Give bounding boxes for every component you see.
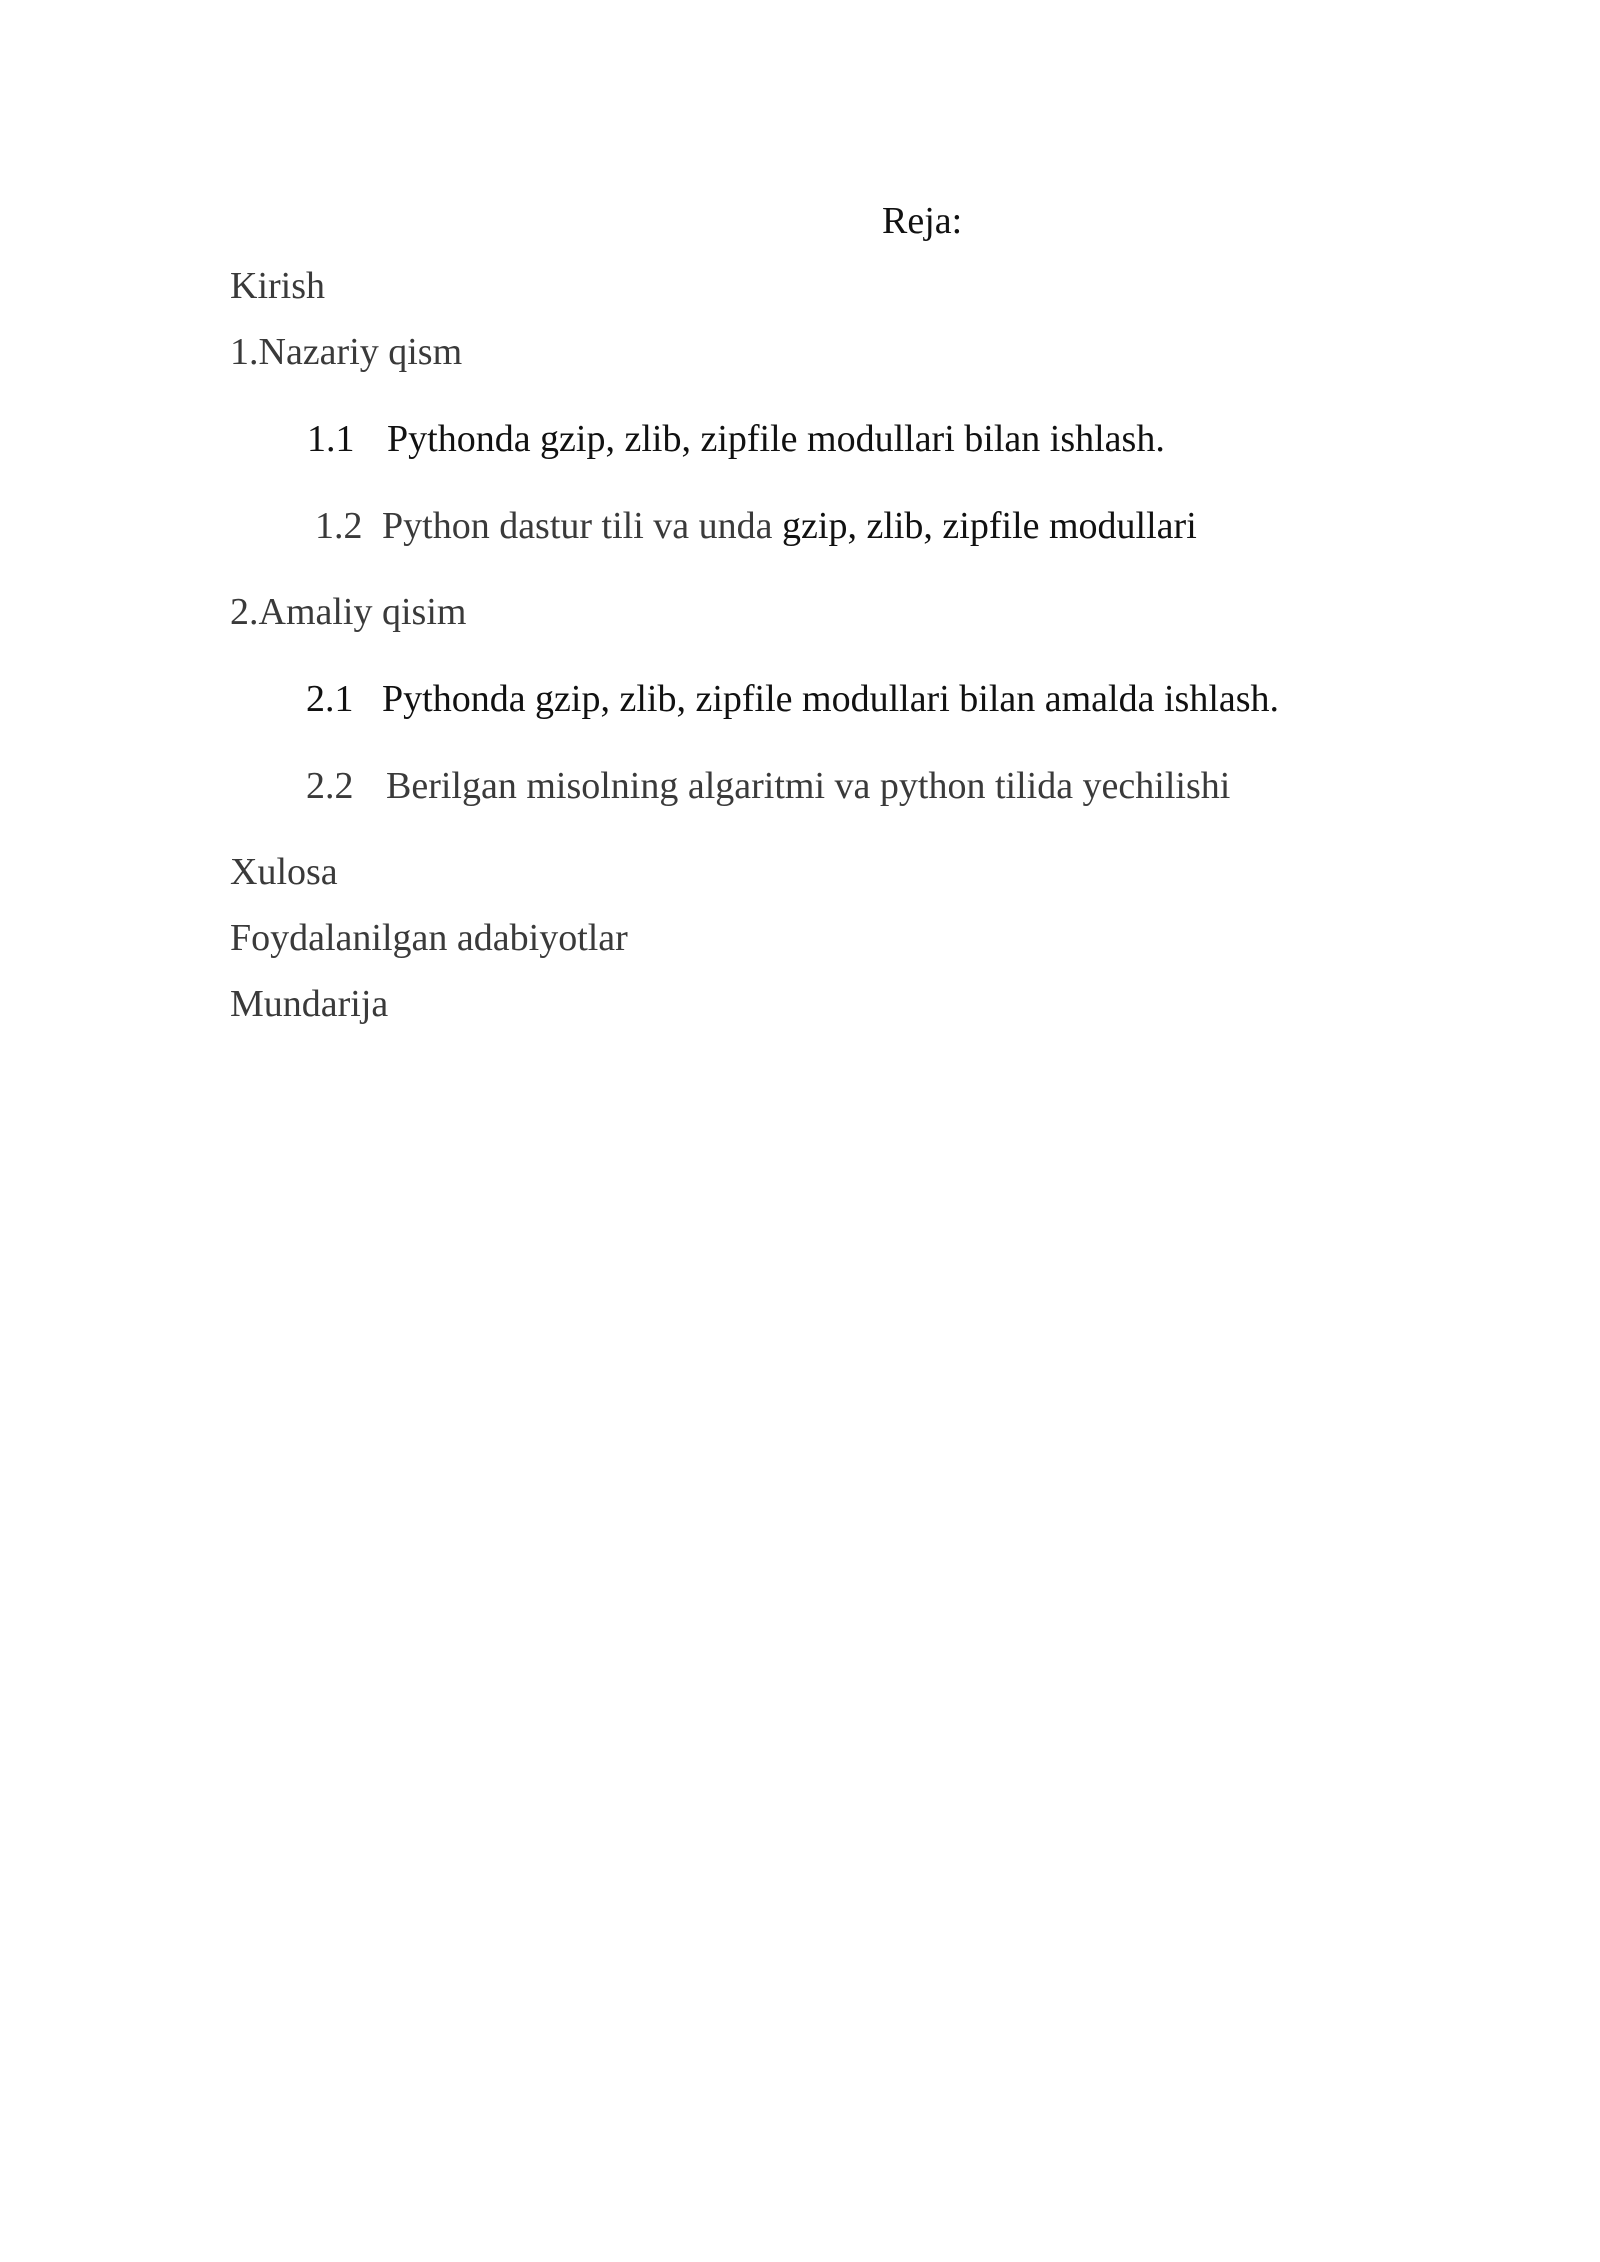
section-number: 1.2 bbox=[315, 505, 363, 547]
toc-item-1-1 bbox=[307, 420, 1165, 458]
section-number: 1.1 bbox=[307, 418, 355, 460]
plan-title: Reja: bbox=[882, 200, 963, 242]
toc-item-1-2 bbox=[315, 507, 1197, 545]
toc-item-foydalanilgan-adabiyotlar: Foydalanilgan adabiyotlar bbox=[230, 917, 628, 959]
section-text-part-a: Python dastur tili va unda bbox=[382, 505, 783, 547]
section-number: 2.2 bbox=[306, 765, 354, 807]
toc-item-amaliy-qisim: 2.Amaliy qisim bbox=[230, 591, 467, 633]
toc-item-2-2 bbox=[306, 767, 1230, 805]
section-text: Berilgan misolning algaritmi va python tilida yechilishi bbox=[386, 765, 1231, 807]
toc-item-2-1 bbox=[306, 680, 1279, 718]
section-text: Pythonda gzip, zlib, zipfile modullari bilan amalda ishlash. bbox=[382, 678, 1280, 720]
toc-item-mundarija: Mundarija bbox=[230, 983, 389, 1025]
section-text: Pythonda gzip, zlib, zipfile modullari bilan ishlash. bbox=[387, 418, 1165, 460]
section-text-part-b: gzip, zlib, zipfile modullari bbox=[782, 505, 1197, 547]
toc-item-nazariy-qism: 1.Nazariy qism bbox=[230, 331, 463, 373]
toc-item-xulosa: Xulosa bbox=[230, 851, 338, 893]
section-number: 2.1 bbox=[306, 678, 354, 720]
toc-item-kirish: Kirish bbox=[230, 265, 325, 307]
